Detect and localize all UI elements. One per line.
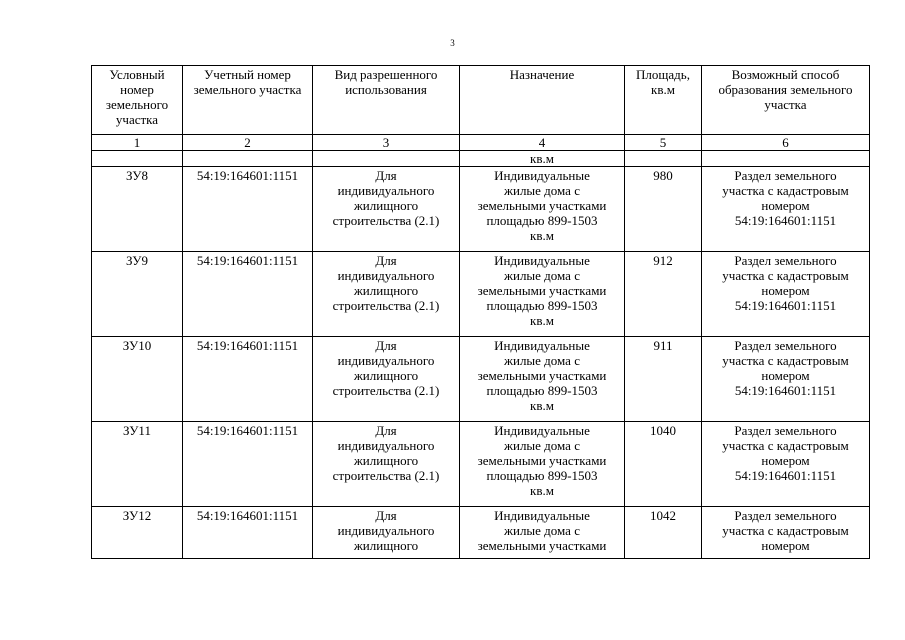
column-number: 3 bbox=[313, 135, 460, 151]
formation-method-cell: Раздел земельного участка с кадастровым номером bbox=[702, 507, 870, 559]
continuation-row bbox=[92, 151, 870, 167]
plot-id-cell: ЗУ8 bbox=[92, 167, 183, 252]
header-cell: Назначение bbox=[460, 66, 625, 135]
purpose-cell: Индивидуальные жилые дома с земельными участками площадью 899-1503 кв.м bbox=[460, 252, 625, 337]
header-cell: Вид разрешенного использования bbox=[313, 66, 460, 135]
cadastral-number-cell: 54:19:164601:1151 bbox=[183, 167, 313, 252]
column-number-row bbox=[92, 135, 870, 151]
header-cell: Возможный способ образования земельного участка bbox=[702, 66, 870, 135]
table-header-row bbox=[92, 66, 870, 135]
table-cell: кв.м bbox=[460, 151, 625, 167]
purpose-cell: Индивидуальные жилые дома с земельными участками площадью 899-1503 кв.м bbox=[460, 167, 625, 252]
table-cell bbox=[183, 151, 313, 167]
formation-method-cell: Раздел земельного участка с кадастровым номером 54:19:164601:1151 bbox=[702, 337, 870, 422]
cadastral-number-cell: 54:19:164601:1151 bbox=[183, 337, 313, 422]
page-number: 3 bbox=[450, 38, 455, 48]
formation-method-cell: Раздел земельного участка с кадастровым номером 54:19:164601:1151 bbox=[702, 422, 870, 507]
column-number: 1 bbox=[92, 135, 183, 151]
area-cell: 1040 bbox=[625, 422, 702, 507]
table-cell bbox=[92, 151, 183, 167]
table-cell bbox=[625, 151, 702, 167]
permitted-use-cell: Для индивидуального жилищного строительства (2.1) bbox=[313, 252, 460, 337]
plot-id-cell: ЗУ11 bbox=[92, 422, 183, 507]
area-cell: 911 bbox=[625, 337, 702, 422]
header-cell: Учетный номер земельного участка bbox=[183, 66, 313, 135]
formation-method-cell: Раздел земельного участка с кадастровым номером 54:19:164601:1151 bbox=[702, 167, 870, 252]
table-row bbox=[92, 422, 870, 507]
permitted-use-cell: Для индивидуального жилищного строительства (2.1) bbox=[313, 337, 460, 422]
column-number: 5 bbox=[625, 135, 702, 151]
plot-id-cell: ЗУ10 bbox=[92, 337, 183, 422]
cadastral-number-cell: 54:19:164601:1151 bbox=[183, 252, 313, 337]
plot-id-cell: ЗУ12 bbox=[92, 507, 183, 559]
area-cell: 980 bbox=[625, 167, 702, 252]
permitted-use-cell: Для индивидуального жилищного строительства (2.1) bbox=[313, 167, 460, 252]
header-cell: Площадь, кв.м bbox=[625, 66, 702, 135]
table-row bbox=[92, 337, 870, 422]
area-cell: 912 bbox=[625, 252, 702, 337]
permitted-use-cell: Для индивидуального жилищного строительства (2.1) bbox=[313, 422, 460, 507]
table-cell bbox=[313, 151, 460, 167]
column-number: 4 bbox=[460, 135, 625, 151]
header-cell: Условный номер земельного участка bbox=[92, 66, 183, 135]
land-plots-table bbox=[91, 65, 870, 559]
purpose-cell: Индивидуальные жилые дома с земельными участками bbox=[460, 507, 625, 559]
plot-id-cell: ЗУ9 bbox=[92, 252, 183, 337]
table-cell bbox=[702, 151, 870, 167]
column-number: 6 bbox=[702, 135, 870, 151]
table-row bbox=[92, 167, 870, 252]
purpose-cell: Индивидуальные жилые дома с земельными участками площадью 899-1503 кв.м bbox=[460, 337, 625, 422]
formation-method-cell: Раздел земельного участка с кадастровым номером 54:19:164601:1151 bbox=[702, 252, 870, 337]
table-row bbox=[92, 252, 870, 337]
permitted-use-cell: Для индивидуального жилищного bbox=[313, 507, 460, 559]
column-number: 2 bbox=[183, 135, 313, 151]
purpose-cell: Индивидуальные жилые дома с земельными участками площадью 899-1503 кв.м bbox=[460, 422, 625, 507]
area-cell: 1042 bbox=[625, 507, 702, 559]
cadastral-number-cell: 54:19:164601:1151 bbox=[183, 507, 313, 559]
cadastral-number-cell: 54:19:164601:1151 bbox=[183, 422, 313, 507]
table-row bbox=[92, 507, 870, 559]
